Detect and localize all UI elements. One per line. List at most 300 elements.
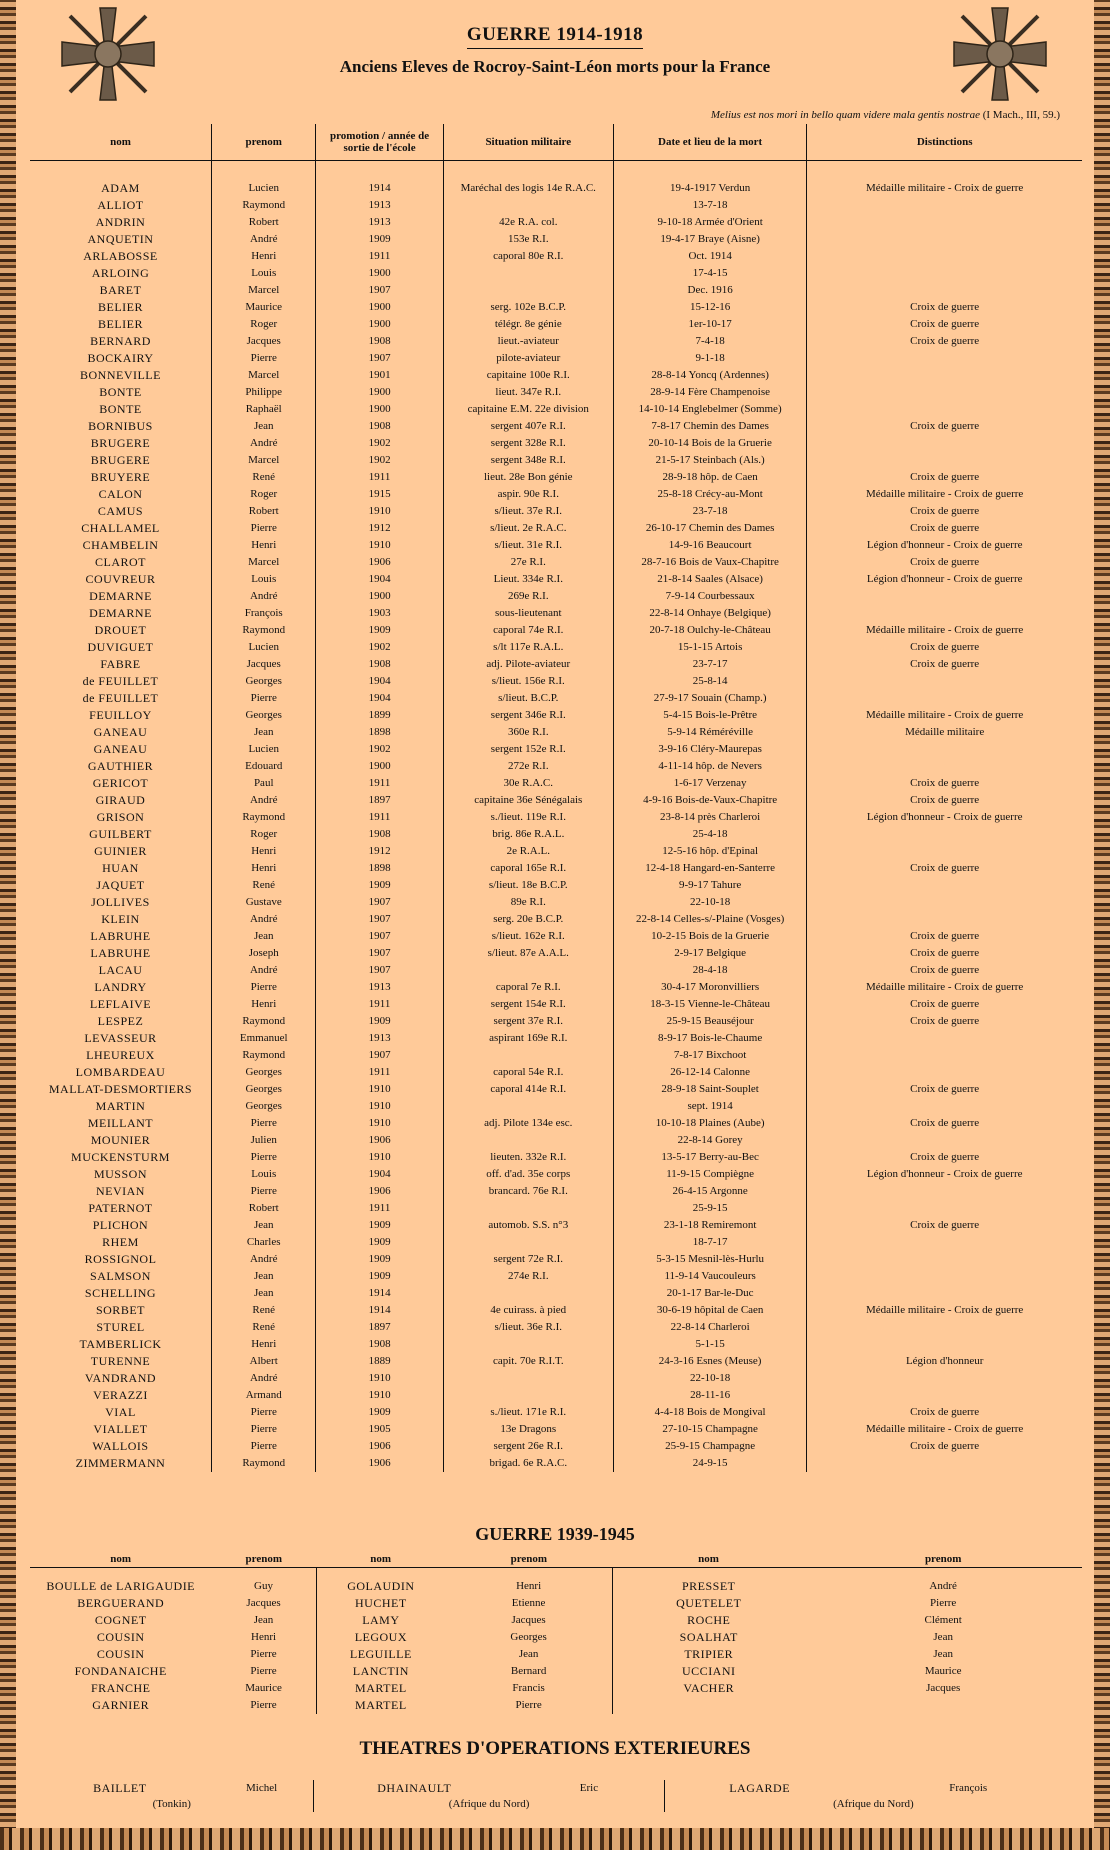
cell-date-lieu: 7-8-17 Chemin des Dames: [613, 418, 806, 435]
cell-nom: LEGOUX: [316, 1629, 445, 1646]
cell-prenom: Pierre: [211, 979, 316, 996]
cell-situation: s./lieut. 119e R.I.: [443, 809, 613, 826]
cell-nom: BOULLE de LARIGAUDIE: [46, 1579, 196, 1593]
cell-promotion: 1905: [316, 1421, 443, 1438]
cell-promotion: 1912: [316, 843, 443, 860]
cell-situation: lieut. 28e Bon génie: [443, 469, 613, 486]
cell-prenom: Raphaël: [211, 401, 316, 418]
table-row: [30, 1663, 1082, 1680]
cell-prenom: René: [211, 1319, 316, 1336]
cell-situation: off. d'ad. 35e corps: [443, 1166, 613, 1183]
cell-promotion: 1915: [316, 486, 443, 503]
cell-promotion: 1911: [316, 996, 443, 1013]
cell-lieu: (Tonkin): [152, 1798, 191, 1810]
cell-situation: [443, 265, 613, 282]
cell-promotion: 1910: [316, 1370, 443, 1387]
table-row: [30, 1353, 1082, 1370]
cell-date-lieu: 26-10-17 Chemin des Dames: [613, 520, 806, 537]
cell-prenom: Michel: [245, 1782, 278, 1794]
cell-date-lieu: 7-9-14 Courbessaux: [613, 588, 806, 605]
cell-prenom: Jean: [211, 724, 316, 741]
cell-nom: TURENNE: [90, 1354, 151, 1368]
cell-nom: DEMARNE: [89, 606, 152, 620]
cell-situation: 42e R.A. col.: [443, 214, 613, 231]
table-row: [30, 826, 1082, 843]
cell-date-lieu: 12-5-16 hôp. d'Epinal: [613, 843, 806, 860]
cell-date-lieu: 10-10-18 Plaines (Aube): [613, 1115, 806, 1132]
cell-nom: CHAMBELIN: [82, 538, 159, 552]
cell-promotion: 1907: [316, 962, 443, 979]
cell-promotion: 1904: [316, 1166, 443, 1183]
cell-promotion: 1903: [316, 605, 443, 622]
cell-situation: brig. 86e R.A.L.: [443, 826, 613, 843]
cell-date-lieu: 30-4-17 Moronvilliers: [613, 979, 806, 996]
cell-situation: s./lieut. 171e R.I.: [443, 1404, 613, 1421]
cell-nom: VIAL: [105, 1405, 136, 1419]
page-subtitle: Anciens Eleves de Rocroy-Saint-Léon morts pour la France: [339, 57, 771, 76]
cell-prenom: Jean: [933, 1648, 953, 1660]
cell-situation: serg. 20e B.C.P.: [443, 911, 613, 928]
cell-distinctions: [807, 265, 1082, 282]
cell-nom: UCCIANI: [613, 1663, 805, 1680]
cell-nom: GUILBERT: [89, 827, 152, 841]
cell-distinctions: Croix de guerre: [807, 520, 1082, 537]
cell-situation: 89e R.I.: [443, 894, 613, 911]
cell-nom: MUCKENSTURM: [71, 1150, 170, 1164]
cell-distinctions: Croix de guerre: [807, 860, 1082, 877]
cell-nom: BORNIBUS: [88, 419, 153, 433]
table-row: [30, 299, 1082, 316]
cell-prenom: Jean: [211, 1285, 316, 1302]
cell-prenom: Robert: [211, 1200, 316, 1217]
cell-prenom: François: [949, 1782, 988, 1794]
cell-promotion: 1906: [316, 554, 443, 571]
cell-situation: [443, 1336, 613, 1353]
cell-prenom: [804, 1697, 1082, 1714]
cell-distinctions: Légion d'honneur - Croix de guerre: [807, 571, 1082, 588]
spacer-row: [30, 1568, 1082, 1579]
cell-nom: BRUYERE: [90, 470, 151, 484]
cell-nom: ROSSIGNOL: [84, 1252, 157, 1266]
cell-nom: VIALLET: [93, 1422, 148, 1436]
cell-nom: BRUGERE: [90, 453, 151, 467]
cell-date-lieu: 28-9-18 hôp. de Caen: [613, 469, 806, 486]
cell-promotion: 1914: [316, 1302, 443, 1319]
cell-date-lieu: 24-3-16 Esnes (Meuse): [613, 1353, 806, 1370]
table-row: [30, 1387, 1082, 1404]
cell-nom: QUETELET: [613, 1595, 805, 1612]
cell-nom: JAQUET: [96, 878, 145, 892]
cell-situation: sergent 407e R.I.: [443, 418, 613, 435]
quote-reference: (I Mach., III, 59.): [982, 109, 1060, 121]
cell-prenom: Edouard: [211, 758, 316, 775]
cell-promotion: 1914: [316, 1285, 443, 1302]
cell-nom: TRIPIER: [613, 1646, 805, 1663]
cell-date-lieu: 15-1-15 Artois: [613, 639, 806, 656]
cell-prenom: Henri: [211, 248, 316, 265]
table-row: [30, 1234, 1082, 1251]
table-row: [30, 554, 1082, 571]
ornamental-border-bottom: [0, 1828, 1110, 1850]
cell-distinctions: [807, 435, 1082, 452]
cell-promotion: 1900: [316, 299, 443, 316]
cell-nom: LABRUHE: [90, 946, 151, 960]
cell-date-lieu: 5-9-14 Réméréville: [613, 724, 806, 741]
cell-distinctions: Croix de guerre: [807, 1438, 1082, 1455]
cell-nom: BAILLET: [93, 1781, 147, 1795]
cell-prenom: Pierre: [930, 1597, 957, 1609]
cell-situation: capitaine E.M. 22e division: [443, 401, 613, 418]
cell-distinctions: [807, 197, 1082, 214]
cell-date-lieu: 26-12-14 Calonne: [613, 1064, 806, 1081]
cell-distinctions: Médaille militaire - Croix de guerre: [807, 1421, 1082, 1438]
cell-date-lieu: 9-10-18 Armée d'Orient: [613, 214, 806, 231]
table-row: [30, 792, 1082, 809]
cell-prenom: André: [211, 435, 316, 452]
cell-distinctions: Croix de guerre: [807, 333, 1082, 350]
col-header-date-lieu: Date et lieu de la mort: [613, 124, 806, 161]
cell-nom: LOMBARDEAU: [75, 1065, 166, 1079]
cell-date-lieu: 25-9-15: [613, 1200, 806, 1217]
cell-prenom: Louis: [211, 1166, 316, 1183]
cell-promotion: 1909: [316, 1234, 443, 1251]
ww2-header-row: [30, 1551, 1082, 1568]
cell-prenom: Georges: [211, 1064, 316, 1081]
cell-date-lieu: 26-4-15 Argonne: [613, 1183, 806, 1200]
cell-nom: GIRAUD: [95, 793, 146, 807]
cell-promotion: 1913: [316, 1030, 443, 1047]
cell-distinctions: [807, 1336, 1082, 1353]
table-row: [30, 1680, 1082, 1697]
cell-situation: lieut. 347e R.I.: [443, 384, 613, 401]
cell-situation: adj. Pilote-aviateur: [443, 656, 613, 673]
cell-distinctions: Croix de guerre: [807, 1013, 1082, 1030]
table-row: [30, 1251, 1082, 1268]
cell-prenom: Pierre: [211, 520, 316, 537]
cell-nom: MUSSON: [93, 1167, 147, 1181]
table-row: [30, 656, 1082, 673]
cell-nom: SCHELLING: [84, 1286, 157, 1300]
cell-prenom: Charles: [211, 1234, 316, 1251]
table-row: [30, 724, 1082, 741]
cell-situation: sous-lieutenant: [443, 605, 613, 622]
cell-distinctions: Croix de guerre: [807, 1404, 1082, 1421]
cell-date-lieu: 9-1-18: [613, 350, 806, 367]
cell-nom: LEFLAIVE: [89, 997, 152, 1011]
cell-situation: sergent 26e R.I.: [443, 1438, 613, 1455]
cell-nom: BONNEVILLE: [79, 368, 161, 382]
cell-date-lieu: 14-9-16 Beaucourt: [613, 537, 806, 554]
cell-nom: JOLLIVES: [91, 895, 150, 909]
cell-promotion: 1908: [316, 1336, 443, 1353]
cell-prenom: Emmanuel: [211, 1030, 316, 1047]
cell-date-lieu: 30-6-19 hôpital de Caen: [613, 1302, 806, 1319]
table-row: [30, 622, 1082, 639]
cell-distinctions: Croix de guerre: [807, 1115, 1082, 1132]
cell-promotion: 1901: [316, 367, 443, 384]
table-row: [30, 1438, 1082, 1455]
ww2-col-header: nom: [613, 1551, 805, 1568]
cell-promotion: 1902: [316, 639, 443, 656]
cell-nom: LEVASSEUR: [84, 1031, 157, 1045]
cell-date-lieu: 11-9-14 Vaucouleurs: [613, 1268, 806, 1285]
cell-date-lieu: 4-4-18 Bois de Mongival: [613, 1404, 806, 1421]
cell-date-lieu: 8-9-17 Bois-le-Chaume: [613, 1030, 806, 1047]
cell-date-lieu: 23-1-18 Remiremont: [613, 1217, 806, 1234]
cell-promotion: 1908: [316, 826, 443, 843]
cell-prenom: Raymond: [211, 1013, 316, 1030]
cell-distinctions: [807, 1030, 1082, 1047]
table-row: [30, 1166, 1082, 1183]
table-row: [30, 605, 1082, 622]
cell-situation: 360e R.I.: [443, 724, 613, 741]
cell-date-lieu: 24-9-15: [613, 1455, 806, 1472]
table-row: [30, 1629, 1082, 1646]
cell-prenom: Albert: [211, 1353, 316, 1370]
cell-situation: Maréchal des logis 14e R.A.C.: [443, 180, 613, 197]
ww1-header-row: [30, 124, 1082, 161]
table-row: [30, 333, 1082, 350]
cell-situation: [443, 1047, 613, 1064]
cell-prenom: André: [211, 588, 316, 605]
cell-nom: BOCKAIRY: [87, 351, 154, 365]
cell-promotion: 1910: [316, 1081, 443, 1098]
cell-nom: LAMY: [316, 1612, 445, 1629]
cell-nom: HUAN: [102, 861, 139, 875]
cell-date-lieu: 9-9-17 Tahure: [613, 877, 806, 894]
cell-prenom: Pierre: [211, 690, 316, 707]
cell-date-lieu: 28-8-14 Yoncq (Ardennes): [613, 367, 806, 384]
cell-nom: LANCTIN: [316, 1663, 445, 1680]
table-row: [30, 469, 1082, 486]
ornamental-border-right: [1094, 0, 1110, 1850]
cell-situation: s/lt 117e R.A.L.: [443, 639, 613, 656]
cell-prenom: André: [211, 792, 316, 809]
cell-nom: HUCHET: [316, 1595, 445, 1612]
ww2-title: GUERRE 1939-1945: [475, 1524, 635, 1544]
cell-prenom: Henri: [211, 537, 316, 554]
cell-prenom: Maurice: [211, 299, 316, 316]
table-row: [30, 741, 1082, 758]
ww2-table: [30, 1551, 1082, 1714]
cell-nom: GAUTHIER: [87, 759, 154, 773]
toe-table: [30, 1780, 1082, 1812]
toe-places-row: [30, 1796, 1082, 1812]
cell-nom: BRUGERE: [90, 436, 151, 450]
table-row: [30, 452, 1082, 469]
cell-distinctions: [807, 588, 1082, 605]
cell-distinctions: Croix de guerre: [807, 469, 1082, 486]
cell-nom: DEMARNE: [89, 589, 152, 603]
cell-nom: STUREL: [96, 1320, 145, 1334]
ornamental-border-left: [0, 0, 16, 1850]
cell-prenom: Gustave: [211, 894, 316, 911]
cell-date-lieu: 1er-10-17: [613, 316, 806, 333]
cell-promotion: 1904: [316, 690, 443, 707]
cell-promotion: 1909: [316, 877, 443, 894]
cell-situation: caporal 7e R.I.: [443, 979, 613, 996]
cell-promotion: 1900: [316, 265, 443, 282]
table-row: [30, 1336, 1082, 1353]
cell-situation: lieuten. 332e R.I.: [443, 1149, 613, 1166]
cell-prenom: Marcel: [211, 282, 316, 299]
cell-prenom: Jean: [253, 1614, 274, 1626]
cell-prenom: Louis: [211, 265, 316, 282]
cell-date-lieu: 2-9-17 Belgique: [613, 945, 806, 962]
table-row: [30, 486, 1082, 503]
table-row: [30, 758, 1082, 775]
cell-nom: LACAU: [98, 963, 143, 977]
table-row: [30, 1370, 1082, 1387]
cell-situation: brigad. 6e R.A.C.: [443, 1455, 613, 1472]
ww2-col-header: prenom: [804, 1551, 1082, 1568]
cell-situation: caporal 414e R.I.: [443, 1081, 613, 1098]
cell-promotion: 1902: [316, 741, 443, 758]
cell-situation: lieut.-aviateur: [443, 333, 613, 350]
table-row: [30, 673, 1082, 690]
cell-prenom: René: [211, 1302, 316, 1319]
cell-promotion: 1906: [316, 1183, 443, 1200]
cell-situation: caporal 74e R.I.: [443, 622, 613, 639]
cell-nom: ANQUETIN: [87, 232, 154, 246]
cell-promotion: 1897: [316, 792, 443, 809]
cell-prenom: Armand: [211, 1387, 316, 1404]
cell-date-lieu: 19-4-1917 Verdun: [613, 180, 806, 197]
cell-nom: COUVREUR: [85, 572, 156, 586]
cell-distinctions: Médaille militaire: [807, 724, 1082, 741]
cell-date-lieu: 22-8-14 Celles-s/-Plaine (Vosges): [613, 911, 806, 928]
cell-distinctions: Légion d'honneur - Croix de guerre: [807, 809, 1082, 826]
cell-promotion: 1908: [316, 333, 443, 350]
cell-distinctions: [807, 894, 1082, 911]
cell-date-lieu: 28-9-14 Fère Champenoise: [613, 384, 806, 401]
cell-prenom: André: [211, 1370, 316, 1387]
cell-situation: Lieut. 334e R.I.: [443, 571, 613, 588]
cell-nom: ZIMMERMANN: [75, 1456, 166, 1470]
cell-nom: WALLOIS: [92, 1439, 149, 1453]
cell-promotion: 1911: [316, 1200, 443, 1217]
table-row: [30, 860, 1082, 877]
table-row: [30, 1646, 1082, 1663]
cell-promotion: 1910: [316, 537, 443, 554]
cell-nom: NEVIAN: [95, 1184, 145, 1198]
cell-distinctions: Médaille militaire - Croix de guerre: [807, 979, 1082, 996]
cell-date-lieu: Dec. 1916: [613, 282, 806, 299]
table-row: [30, 180, 1082, 197]
cell-nom: FEUILLOY: [89, 708, 152, 722]
cell-promotion: 1907: [316, 911, 443, 928]
cell-nom: ANDRIN: [95, 215, 146, 229]
cell-distinctions: [807, 1319, 1082, 1336]
cell-nom: SALMSON: [90, 1269, 151, 1283]
cell-nom: de FEUILLET: [82, 691, 159, 705]
table-row: [30, 809, 1082, 826]
cell-prenom: Jean: [211, 928, 316, 945]
cell-prenom: Pierre: [211, 1149, 316, 1166]
cell-promotion: 1911: [316, 775, 443, 792]
cell-nom: GRISON: [96, 810, 145, 824]
ww2-col-header: nom: [316, 1551, 445, 1568]
col-header-prenom: prenom: [211, 124, 316, 161]
table-row: [30, 1302, 1082, 1319]
cell-distinctions: Croix de guerre: [807, 299, 1082, 316]
table-row: [30, 911, 1082, 928]
cell-promotion: 1913: [316, 197, 443, 214]
cell-promotion: 1898: [316, 724, 443, 741]
cell-distinctions: Croix de guerre: [807, 962, 1082, 979]
cell-nom: BELIER: [97, 300, 143, 314]
cell-nom: KLEIN: [101, 912, 140, 926]
cell-date-lieu: 25-8-18 Crécy-au-Mont: [613, 486, 806, 503]
cell-nom: DHAINAULT: [314, 1780, 514, 1796]
cell-promotion: 1898: [316, 860, 443, 877]
cell-prenom: Pierre: [211, 1183, 316, 1200]
cell-prenom: Pierre: [515, 1699, 542, 1711]
cell-promotion: 1910: [316, 1387, 443, 1404]
cell-prenom: Jacques: [246, 1597, 281, 1609]
cell-date-lieu: 23-7-18: [613, 503, 806, 520]
cell-distinctions: Croix de guerre: [807, 1081, 1082, 1098]
cell-prenom: Henri: [211, 860, 316, 877]
table-row: [30, 1132, 1082, 1149]
table-row: [30, 197, 1082, 214]
table-row: [30, 894, 1082, 911]
table-row: [30, 1421, 1082, 1438]
cell-distinctions: [807, 673, 1082, 690]
table-row: [30, 1064, 1082, 1081]
table-row: [30, 231, 1082, 248]
table-row: [30, 1030, 1082, 1047]
table-row: [30, 418, 1082, 435]
cell-distinctions: [807, 826, 1082, 843]
cell-promotion: 1909: [316, 1013, 443, 1030]
table-row: [30, 1183, 1082, 1200]
cell-distinctions: Médaille militaire - Croix de guerre: [807, 622, 1082, 639]
cell-date-lieu: 10-2-15 Bois de la Gruerie: [613, 928, 806, 945]
cell-promotion: 1900: [316, 588, 443, 605]
cell-nom: CALON: [98, 487, 143, 501]
table-row: [30, 1404, 1082, 1421]
table-row: [30, 1098, 1082, 1115]
cell-date-lieu: 25-8-14: [613, 673, 806, 690]
cell-date-lieu: 28-11-16: [613, 1387, 806, 1404]
cell-nom: VERAZZI: [93, 1388, 148, 1402]
cell-prenom: Pierre: [211, 1115, 316, 1132]
cell-nom: FABRE: [100, 657, 141, 671]
cell-distinctions: [807, 248, 1082, 265]
cell-promotion: 1907: [316, 945, 443, 962]
col-header-distinctions: Distinctions: [807, 124, 1082, 161]
cell-promotion: 1889: [316, 1353, 443, 1370]
cell-situation: adj. Pilote 134e esc.: [443, 1115, 613, 1132]
cell-promotion: 1910: [316, 1098, 443, 1115]
cell-date-lieu: 25-9-15 Beauséjour: [613, 1013, 806, 1030]
cell-nom: SORBET: [95, 1303, 145, 1317]
cell-nom: GANEAU: [93, 725, 148, 739]
cell-situation: [443, 1387, 613, 1404]
cell-prenom: Paul: [211, 775, 316, 792]
cell-prenom: Raymond: [211, 1455, 316, 1472]
cell-prenom: Jean: [211, 418, 316, 435]
cell-promotion: 1908: [316, 418, 443, 435]
cell-nom: BERNARD: [90, 334, 151, 348]
cell-prenom: André: [929, 1580, 957, 1592]
cell-date-lieu: 4-9-16 Bois-de-Vaux-Chapitre: [613, 792, 806, 809]
cell-prenom: André: [211, 911, 316, 928]
cell-distinctions: [807, 282, 1082, 299]
cell-date-lieu: 14-10-14 Englebelmer (Somme): [613, 401, 806, 418]
cell-date-lieu: 28-9-18 Saint-Souplet: [613, 1081, 806, 1098]
